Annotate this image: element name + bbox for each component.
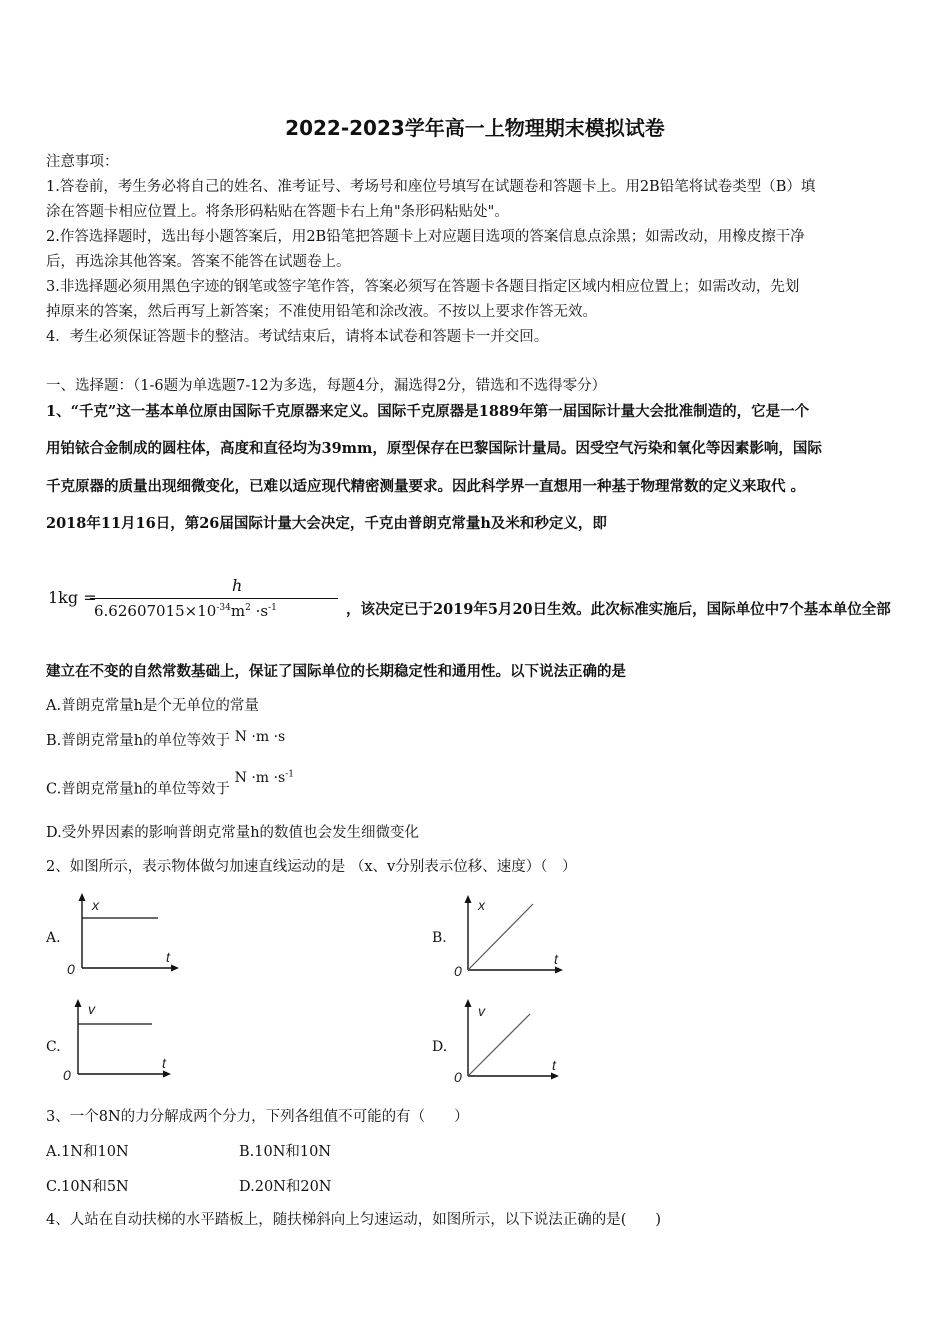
q2-graph-a[interactable] bbox=[62, 890, 187, 980]
q1-line: 用铂铱合金制成的圆柱体，高度和直径均为39mm，原型保存在巴黎国际计量局。因受空气污染和氧化等因素影响，国际 bbox=[46, 440, 822, 457]
q3-stem: 3、一个8N的力分解成两个分力，下列各组值不可能的有（ ） bbox=[46, 1109, 469, 1125]
notice-line: 2.作答选择题时，选出每小题答案后，用2B铅笔把答题卡上对应题目选项的答案信息点涂黑；如需改动，用橡皮擦干净 bbox=[46, 229, 805, 245]
notice-line: 1.答卷前，考生务必将自己的姓名、准考证号、考场号和座位号填写在试题卷和答题卡上。用2B铅笔将试卷类型（B）填 bbox=[46, 179, 816, 195]
page-title: 2022-2023学年高一上物理期末模拟试卷 bbox=[285, 116, 665, 140]
notice-line: 涂在答题卡相应位置上。将条形码粘贴在答题卡右上角"条形码粘贴处"。 bbox=[46, 204, 509, 220]
formula-trailing-text: ，该决定已于2019年5月20日生效。此次标准实施后，国际单位中7个基本单位全部 bbox=[346, 601, 891, 618]
q1-option-b[interactable]: B.普朗克常量h的单位等效于 N ·m ·s bbox=[46, 729, 286, 749]
q2-option-a-label[interactable]: A. bbox=[46, 930, 61, 946]
q1-line: 建立在不变的自然常数基础上，保证了国际单位的长期稳定性和通用性。以下说法正确的是 bbox=[46, 663, 626, 680]
q1-option-d[interactable]: D.受外界因素的影响普朗克常量h的数值也会发生细微变化 bbox=[46, 825, 420, 841]
notice-line: 4．考生必须保证答题卡的整洁。考试结束后，请将本试卷和答题卡一并交回。 bbox=[46, 329, 549, 345]
y-axis-label: v bbox=[478, 1003, 485, 1019]
formula-lhs: 1kg = bbox=[48, 588, 97, 607]
q2-option-b-label[interactable]: B. bbox=[432, 930, 447, 946]
q1-line: 千克原器的质量出现细微变化，已难以适应现代精密测量要求。因此科学界一直想用一种基于物理常数的定义来取代 。 bbox=[46, 478, 806, 495]
q2-graph-d[interactable] bbox=[450, 994, 575, 1086]
q1-option-c[interactable]: C.普朗克常量h的单位等效于 $N \cdot m \cdot s^{-1}$ bbox=[46, 769, 294, 798]
formula-numerator: h bbox=[232, 576, 243, 595]
q3-option-d[interactable]: D.20N和20N bbox=[239, 1179, 332, 1195]
fraction-bar bbox=[90, 598, 338, 599]
q2-stem: 2、如图所示，表示物体做匀加速直线运动的是 （x、v分别表示位移、速度）（ ） bbox=[46, 859, 577, 875]
x-axis-label: t bbox=[166, 949, 170, 965]
x-axis-label: t bbox=[162, 1055, 166, 1071]
q1-line: 2018年11月16日，第26届国际计量大会决定，千克由普朗克常量h及米和秒定义，即 bbox=[46, 515, 607, 532]
x-axis-label: t bbox=[552, 1057, 556, 1073]
q2-graph-c[interactable] bbox=[60, 994, 185, 1086]
y-axis-label: x bbox=[92, 897, 99, 913]
origin-label: 0 bbox=[63, 1067, 71, 1083]
q1-line: 1、“千克”这一基本单位原由国际千克原器来定义。国际千克原器是1889年第一届国际计量大会批准制造的，它是一个 bbox=[46, 403, 810, 420]
origin-label: 0 bbox=[454, 1069, 462, 1085]
notice-heading: 注意事项： bbox=[46, 154, 119, 170]
notice-line: 后，再选涂其他答案。答案不能答在试题卷上。 bbox=[46, 254, 351, 270]
y-axis-label: v bbox=[88, 1001, 95, 1017]
y-axis-label: x bbox=[478, 897, 485, 913]
origin-label: 0 bbox=[67, 961, 75, 977]
x-axis-label: t bbox=[554, 951, 558, 967]
section-heading: 一、选择题：（1-6题为单选题7-12为多选，每题4分，漏选得2分，错选和不选得零分） bbox=[46, 378, 607, 394]
q2-option-d-label[interactable]: D. bbox=[432, 1039, 448, 1055]
q3-option-a[interactable]: A.1N和10N bbox=[46, 1144, 129, 1160]
origin-label: 0 bbox=[454, 963, 462, 979]
q4-stem: 4、人站在自动扶梯的水平踏板上，随扶梯斜向上匀速运动，如图所示，以下说法正确的是( ) bbox=[46, 1212, 662, 1228]
q2-graph-b[interactable] bbox=[450, 890, 575, 980]
q2-option-c-label[interactable]: C. bbox=[46, 1039, 61, 1055]
notice-line: 3.非选择题必须用黑色字迹的钢笔或签字笔作答，答案必须写在答题卡各题目指定区域内相应位置上；如需改动，先划 bbox=[46, 279, 800, 295]
q3-option-b[interactable]: B.10N和10N bbox=[239, 1144, 332, 1160]
formula-denominator: $6.62607015\times 10^{-34}m^2 \cdot s^{-1}$ bbox=[94, 602, 277, 620]
kg-definition-formula bbox=[46, 576, 926, 626]
q3-option-c[interactable]: C.10N和5N bbox=[46, 1179, 129, 1195]
notice-line: 掉原来的答案，然后再写上新答案；不准使用铅笔和涂改液。不按以上要求作答无效。 bbox=[46, 304, 597, 320]
q1-option-a[interactable]: A.普朗克常量h是个无单位的常量 bbox=[46, 698, 259, 714]
